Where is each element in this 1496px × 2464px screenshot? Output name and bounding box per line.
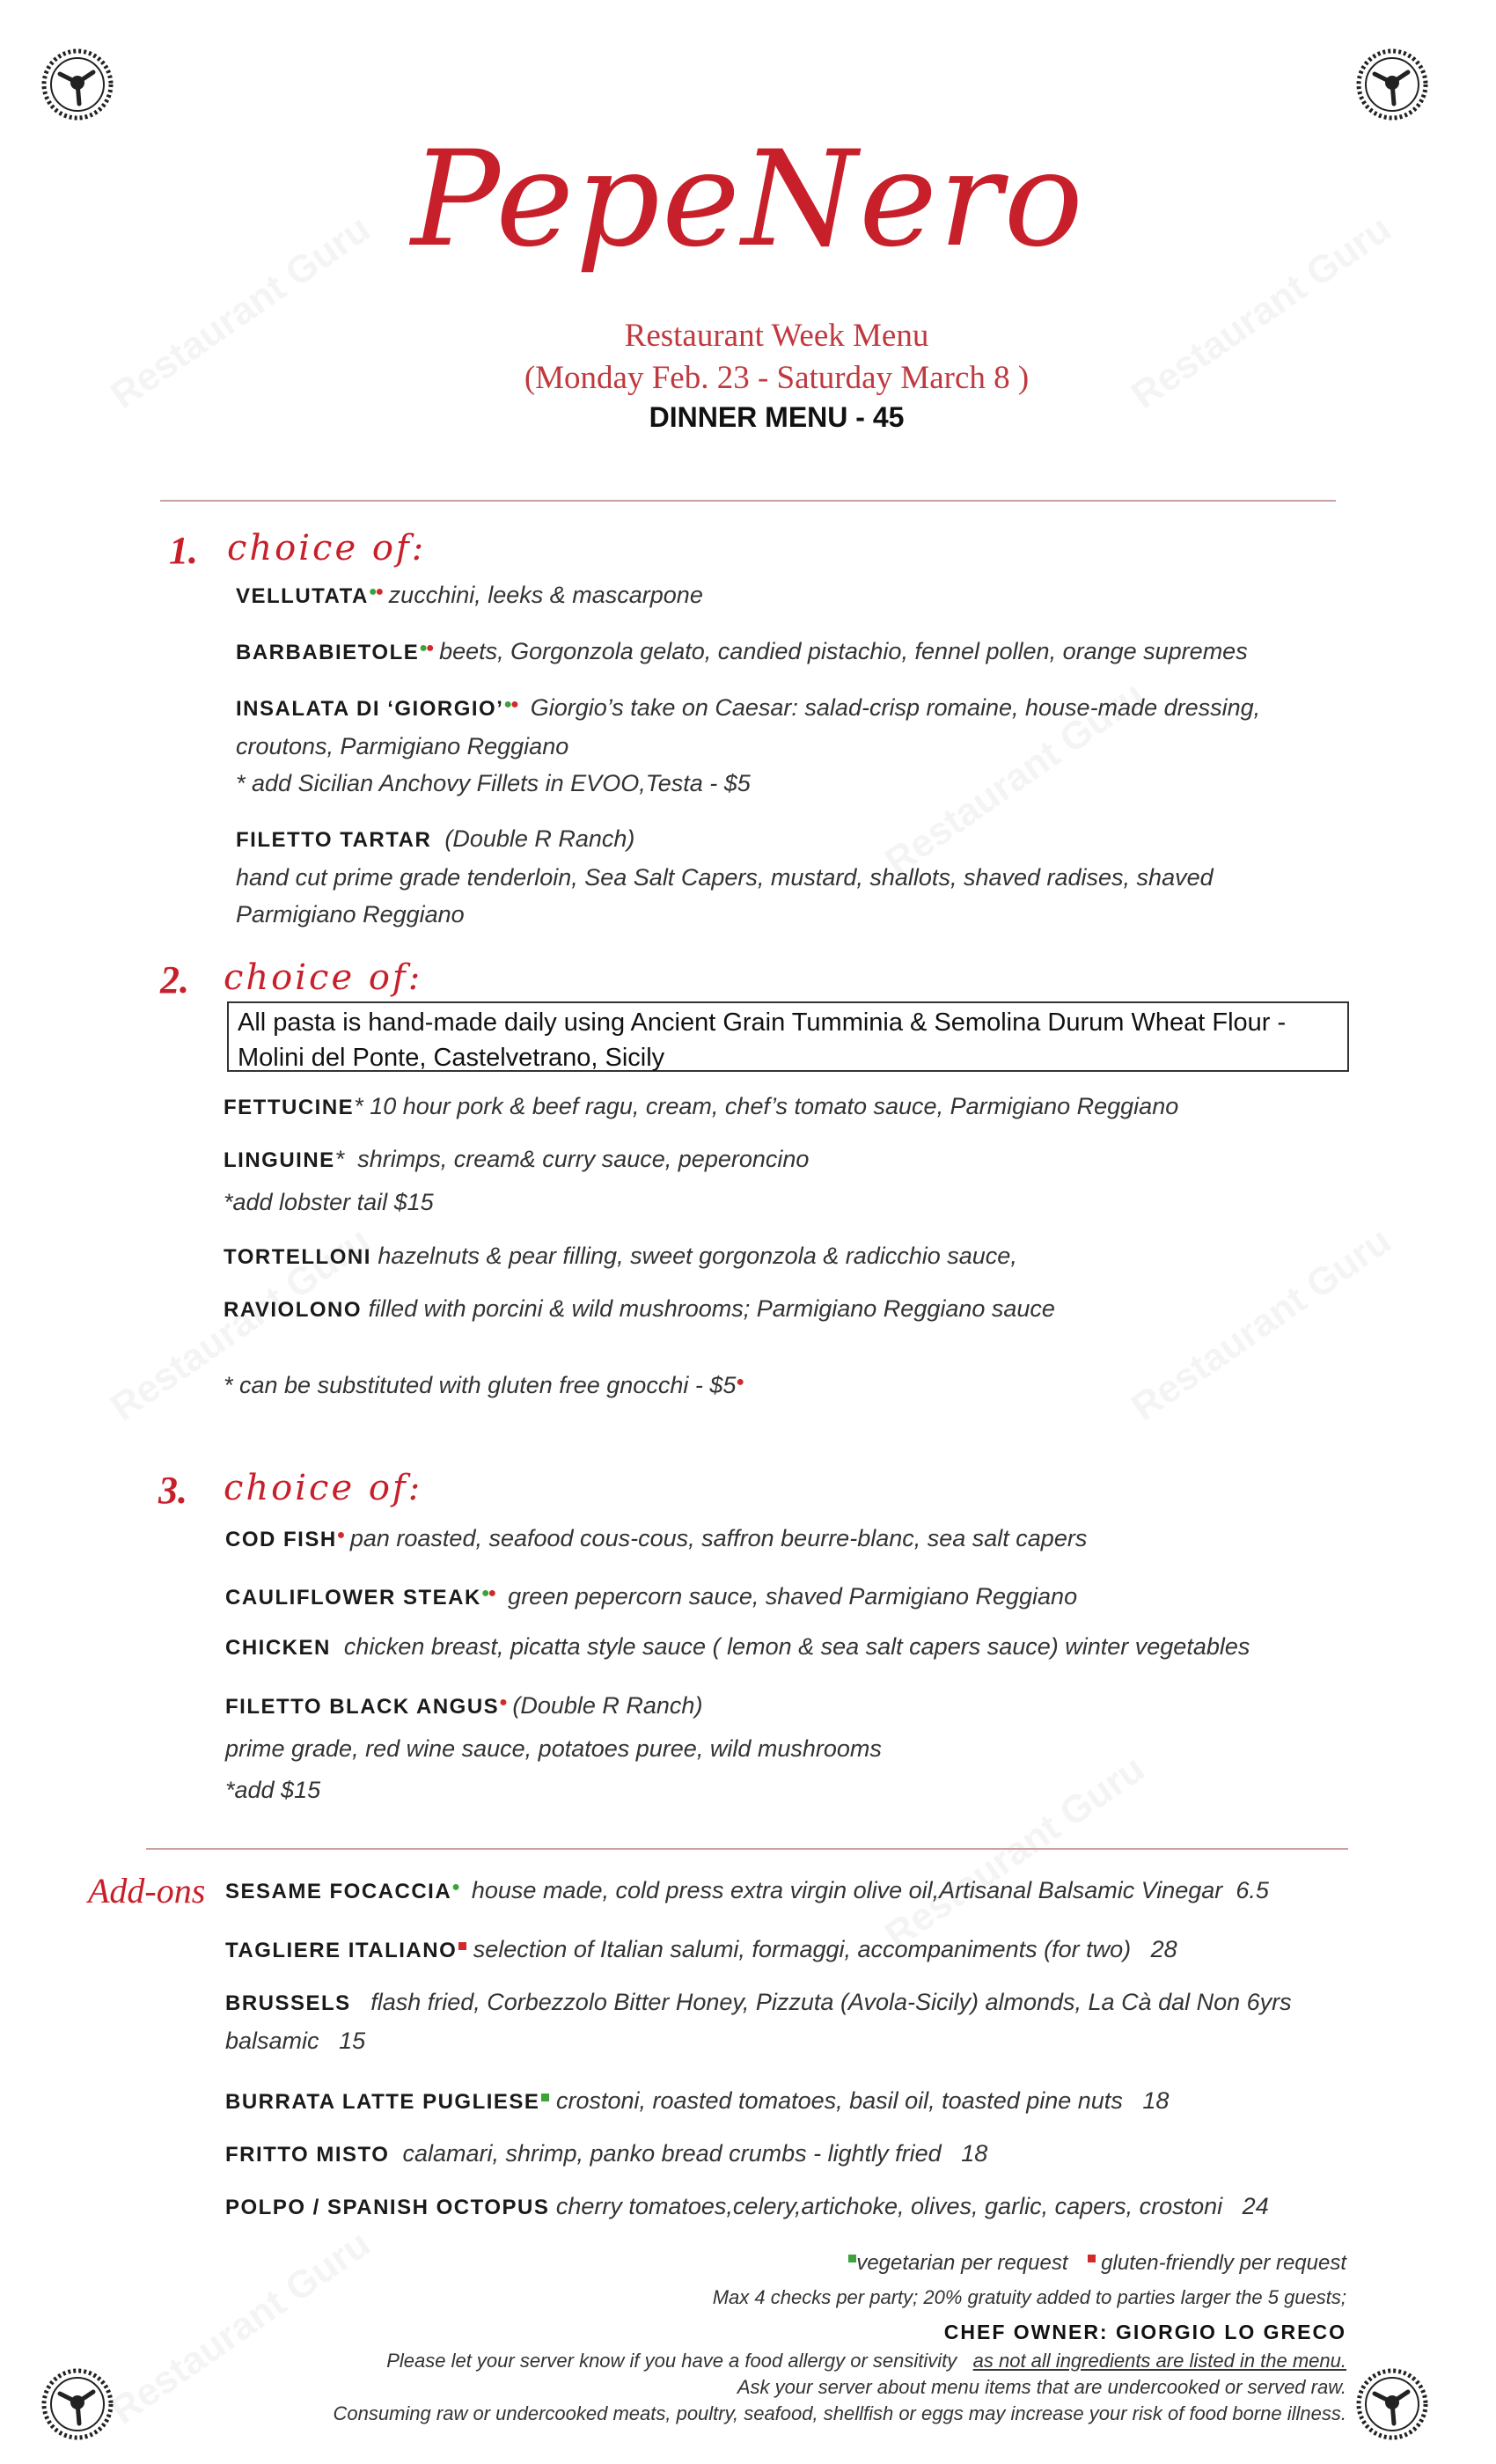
item-price: 24 <box>1242 2193 1269 2219</box>
item-price: 28 <box>1150 1936 1177 1962</box>
item-desc: zucchini, leeks & mascarpone <box>388 582 703 608</box>
menu-dates: (Monday Feb. 23 - Saturday March 8 ) <box>524 360 1030 396</box>
item-name: SESAME FOCACCIA <box>225 1880 452 1903</box>
item-desc: beets, Gorgonzola gelato, candied pistachio, fennel pollen, orange supremes <box>439 638 1248 664</box>
section-heading: choice of: <box>224 1468 423 1508</box>
item-desc: Giorgio’s take on Caesar: salad-crisp romaine, house-made dressing, <box>530 694 1261 721</box>
item-desc: filled with porcini & wild mushrooms; Parmigiano Reggiano sauce <box>368 1295 1055 1322</box>
diet-dots: ●● <box>419 641 433 656</box>
allergy-notice: Please let your server know if you have a food allergy or sensitivity as not all ingredients are listed in the menu. <box>386 2350 1346 2372</box>
item-desc: shrimps, cream& curry sauce, peperoncino <box>357 1146 810 1172</box>
item-name: FRITTO MISTO <box>225 2143 390 2167</box>
gluten-free-square <box>458 1942 466 1950</box>
item-desc: calamari, shrimp, panko bread crumbs - lightly fried <box>402 2140 942 2167</box>
addon-item <box>225 1931 1369 1969</box>
menu-item <box>236 686 1380 802</box>
consumer-advisory: Consuming raw or undercooked meats, poultry, seafood, shellfish or eggs may increase your risk of food borne illness. <box>333 2402 1346 2424</box>
item-name: RAVIOLONO <box>224 1298 363 1322</box>
addons-label: Add-ons <box>88 1871 206 1910</box>
item-desc: green pepercorn sauce, shaved Parmigiano Reggiano <box>508 1583 1078 1610</box>
item-name: FETTUCINE <box>224 1096 355 1119</box>
item-name: FILETTO TARTAR <box>236 828 432 852</box>
trinacria-emblem-icon <box>1355 48 1429 121</box>
addon-item <box>225 1984 1369 2059</box>
addon-item <box>225 2135 1369 2174</box>
item-note: * add Sicilian Anchovy Fillets in EVOO,Testa - $5 <box>236 770 751 796</box>
diet-dots: ●● <box>368 584 383 599</box>
section-number: 3. <box>158 1469 187 1512</box>
item-price: 6.5 <box>1236 1877 1269 1903</box>
menu-price: DINNER MENU - 45 <box>649 401 905 433</box>
section-heading: choice of: <box>224 957 423 998</box>
menu-item <box>224 1140 1368 1225</box>
menu-item <box>224 1088 1368 1126</box>
item-note: *add lobster tail $15 <box>224 1189 434 1215</box>
menu-title: Restaurant Week Menu <box>624 318 929 354</box>
item-name: INSALATA DI ‘GIORGIO’ <box>236 697 504 721</box>
trinacria-emblem-icon <box>40 48 114 121</box>
section-number: 1. <box>169 529 198 572</box>
addon-item <box>225 1869 1369 1910</box>
item-mark: * <box>334 1146 345 1172</box>
chef-owner: CHEF OWNER: GIORGIO LO GRECO <box>943 2321 1346 2343</box>
checks-policy: Max 4 checks per party; 20% gratuity added to parties larger the 5 guests; <box>712 2286 1346 2308</box>
allergy-notice-underlined: as not all ingredients are listed in the menu. <box>972 2350 1346 2372</box>
addon-item <box>225 2082 1369 2121</box>
menu-item <box>225 1628 1369 1667</box>
item-name: TAGLIERE ITALIANO <box>225 1939 458 1962</box>
item-desc: crostoni, roasted tomatoes, basil oil, toasted pine nuts <box>555 2087 1123 2114</box>
diet-dots: ●● <box>480 1586 495 1601</box>
item-name: BURRATA LATTE PUGLIESE <box>225 2090 540 2114</box>
pasta-note-box <box>227 1001 1349 1072</box>
menu-item <box>224 1290 1368 1329</box>
item-price: 18 <box>1142 2087 1170 2114</box>
item-name: FILETTO BLACK ANGUS <box>225 1695 500 1719</box>
item-name: CAULIFLOWER STEAK <box>225 1586 481 1610</box>
item-desc-cont: balsamic <box>225 2028 319 2054</box>
item-name: BRUSSELS <box>225 1991 351 2015</box>
section-number: 2. <box>160 958 189 1001</box>
diet-legend <box>847 2251 1346 2276</box>
diet-dots: ●● <box>503 697 517 712</box>
restaurant-logo: PepeNero <box>411 123 1085 276</box>
item-name: POLPO / SPANISH OCTOPUS <box>225 2196 550 2219</box>
diet-dots: ● <box>336 1528 344 1543</box>
menu-item <box>225 1517 1369 1558</box>
section-heading: choice of: <box>227 528 427 568</box>
item-desc: 10 hour pork & beef ragu, cream, chef’s tomato sauce, Parmigiano Reggiano <box>370 1093 1179 1119</box>
item-name: CHICKEN <box>225 1636 331 1660</box>
trinacria-emblem-icon <box>40 2367 114 2441</box>
item-desc: pan roasted, seafood cous-cous, saffron beurre-blanc, sea salt capers <box>349 1525 1088 1551</box>
legend-gluten-free: gluten-friendly per request <box>1101 2251 1346 2275</box>
diet-dots: ● <box>451 1880 458 1895</box>
vegetarian-square <box>541 2094 549 2101</box>
item-note: *add $15 <box>225 1777 321 1803</box>
item-mark: * <box>354 1093 363 1119</box>
addon-item <box>225 2188 1369 2226</box>
legend-vegetarian: vegetarian per request <box>856 2251 1068 2275</box>
item-desc: chicken breast, picatta style sauce ( lemon & sea salt capers sauce) winter vegetables <box>343 1633 1250 1660</box>
item-desc: cherry tomatoes,celery,artichoke, olives, garlic, capers, crostoni <box>555 2193 1223 2219</box>
diet-dots: ● <box>499 1695 506 1710</box>
item-desc: selection of Italian salumi, formaggi, accompaniments (for two) <box>473 1936 1132 1962</box>
item-desc-cont: prime grade, red wine sauce, potatoes puree, wild mushrooms <box>225 1735 882 1762</box>
vegetarian-square <box>848 2255 856 2262</box>
item-price: 15 <box>339 2028 366 2054</box>
gluten-free-footnote: * can be substituted with gluten free gnocchi - $5● <box>224 1372 744 1398</box>
item-name: VELLUTATA <box>236 584 369 608</box>
item-name: BARBABIETOLE <box>236 641 420 664</box>
gluten-free-square <box>1088 2255 1096 2262</box>
item-desc-cont: Parmigiano Reggiano <box>236 901 465 928</box>
item-desc: house made, cold press extra virgin olive oil,Artisanal Balsamic Vinegar <box>471 1877 1223 1903</box>
pasta-note-line: All pasta is hand-made daily using Ancient Grain Tumminia & Semolina Durum Wheat Flour - <box>238 1008 1287 1037</box>
menu-item <box>224 1237 1368 1276</box>
item-price: 18 <box>961 2140 988 2167</box>
item-desc: flash fried, Corbezzolo Bitter Honey, Pizzuta (Avola-Sicily) almonds, La Cà dal Non 6yrs <box>370 1989 1292 2015</box>
item-name: COD FISH <box>225 1528 337 1551</box>
item-name: TORTELLONI <box>224 1245 371 1269</box>
divider <box>146 1848 1348 1850</box>
item-desc-cont: hand cut prime grade tenderloin, Sea Salt Capers, mustard, shallots, shaved radises, shaved <box>236 864 1214 891</box>
menu-item <box>225 1684 1369 1808</box>
item-desc: hazelnuts & pear filling, sweet gorgonzola & radicchio sauce, <box>378 1243 1017 1269</box>
item-name: LINGUINE <box>224 1148 335 1172</box>
pasta-note-line: Molini del Ponte, Castelvetrano, Sicily <box>238 1044 665 1072</box>
item-desc-cont: croutons, Parmigiano Reggiano <box>236 733 569 759</box>
divider <box>160 500 1336 502</box>
menu-item <box>225 1575 1369 1617</box>
menu-item <box>236 820 1380 933</box>
trinacria-emblem-icon <box>1355 2367 1429 2441</box>
menu-item <box>236 630 1380 671</box>
raw-notice: Ask your server about menu items that are undercooked or served raw. <box>737 2376 1346 2398</box>
menu-item <box>236 574 1380 615</box>
item-desc: (Double R Ranch) <box>444 825 635 852</box>
item-desc: (Double R Ranch) <box>512 1692 703 1719</box>
